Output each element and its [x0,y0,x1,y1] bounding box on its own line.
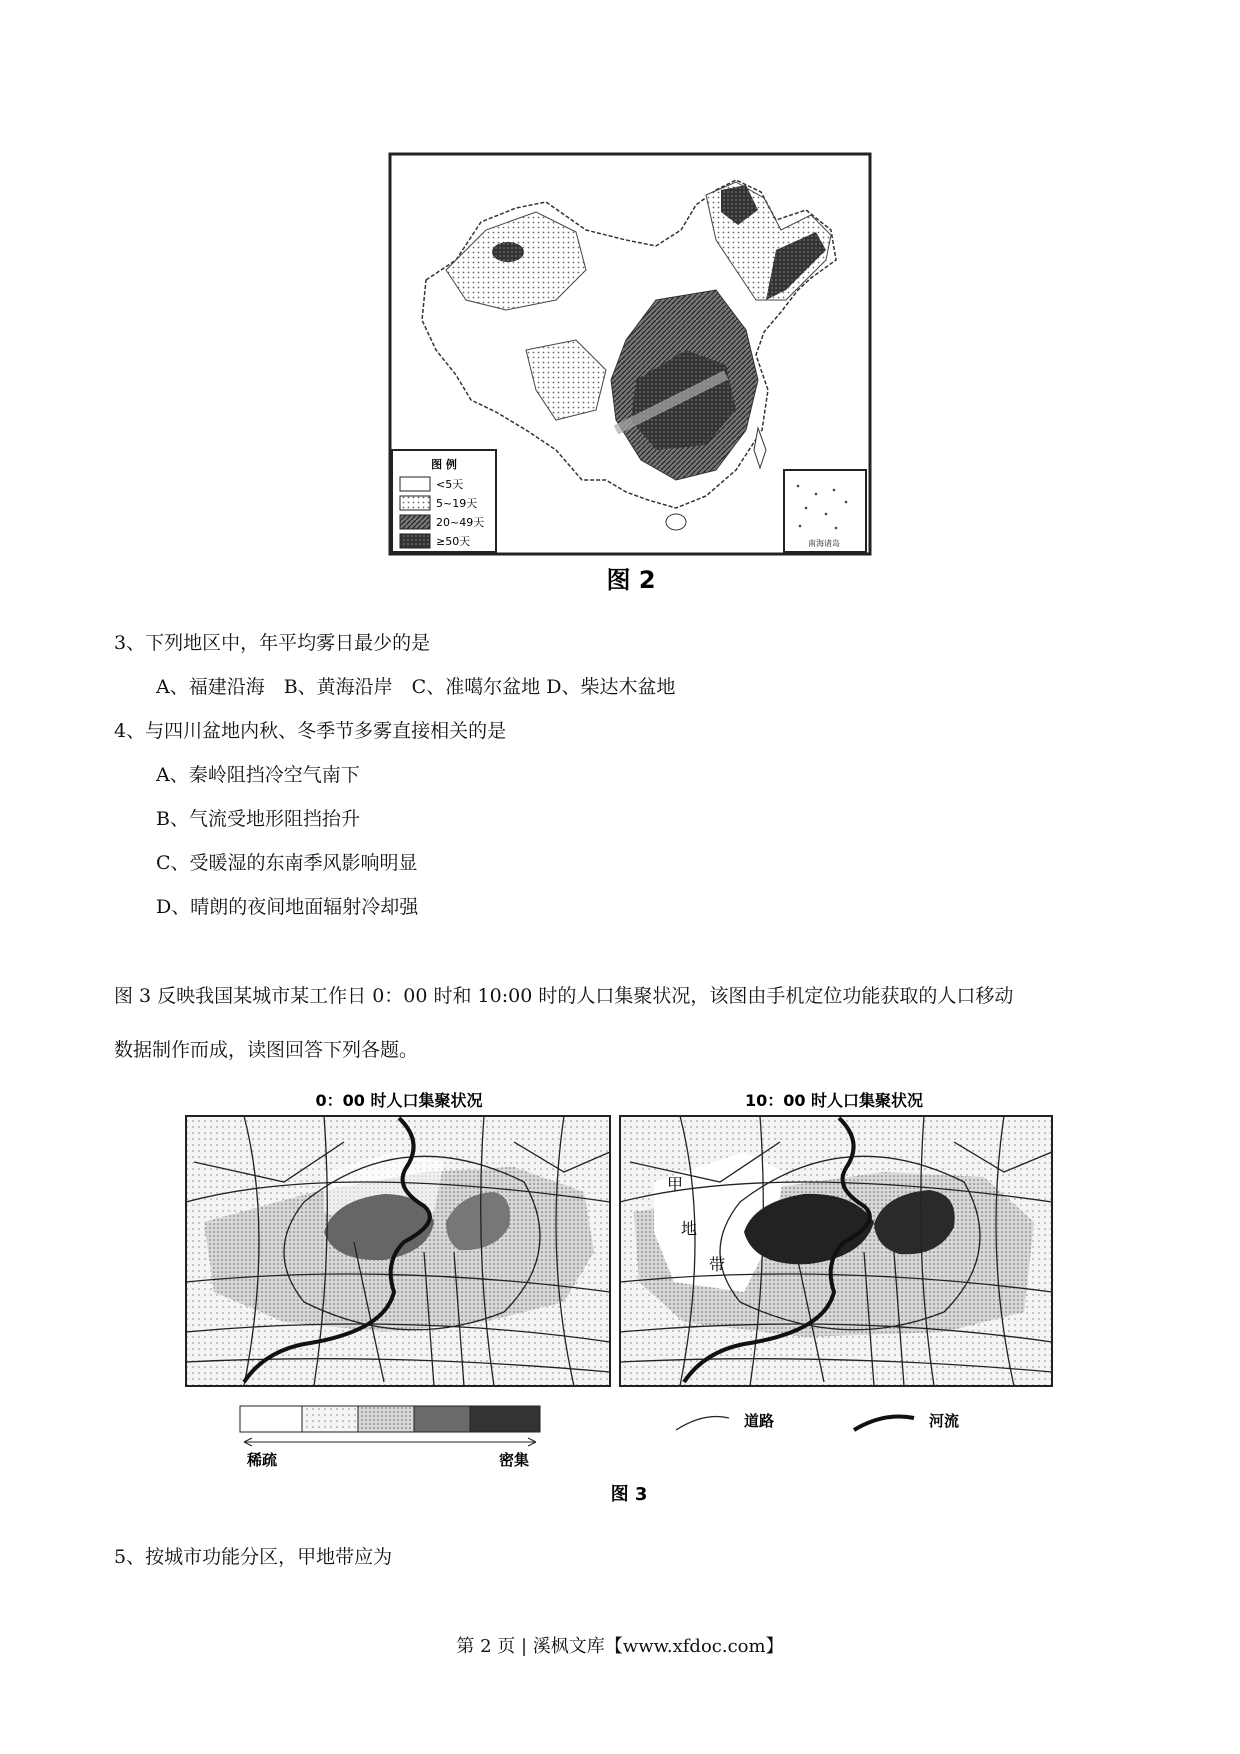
map-left-title: 0：00 时人口集聚状况 [315,1091,483,1110]
intro-line-1: 图 3 反映我国某城市某工作日 0：00 时和 10:00 时的人口集聚状况，该图由手机定位功能获取的人口移动 [114,985,1014,1007]
question-4-stem: 4、与四川盆地内秋、冬季节多雾直接相关的是 [114,720,507,742]
density-high-label: 密集 [498,1451,530,1469]
density-low-label: 稀疏 [246,1451,278,1469]
figure-2 [386,150,876,600]
map-left [186,1116,610,1386]
zone-char-dai: 带 [709,1255,726,1274]
figure-3-caption: 图 3 [610,1484,648,1505]
map-right [620,1116,1052,1386]
question-3-stem: 3、下列地区中，年平均雾日最少的是 [114,632,431,654]
inset-label: 南海诸岛 [808,539,840,548]
page-footer: 第 2 页 | 溪枫文库【www.xfdoc.com】 [456,1636,784,1657]
legend-river-label: 河流 [929,1412,960,1430]
legend-item-3: 20~49天 [436,516,485,529]
legend-item-4: ≥50天 [436,535,471,548]
question-4-option-b: B、气流受地形阻挡抬升 [156,808,360,830]
zone-char-di: 地 [681,1219,698,1238]
line-legend [676,1412,959,1430]
question-4-option-d: D、晴朗的夜间地面辐射冷却强 [156,896,419,918]
figure-3 [184,1082,1054,1512]
density-legend [240,1406,540,1469]
legend-item-2: 5~19天 [436,497,478,510]
question-4-option-c: C、受暖湿的东南季风影响明显 [156,852,418,874]
figure-2-caption: 图 2 [606,566,656,594]
legend-road-label: 道路 [744,1412,775,1430]
question-3-options: A、福建沿海 B、黄海沿岸 C、准噶尔盆地 D、柴达木盆地 [156,676,676,698]
question-5-stem: 5、按城市功能分区，甲地带应为 [114,1546,393,1568]
population-density-maps [184,1082,1054,1512]
map-right-title: 10：00 时人口集聚状况 [744,1091,924,1110]
legend-item-1: <5天 [436,478,464,491]
intro-line-2: 数据制作而成，读图回答下列各题。 [114,1039,419,1061]
legend-title: 图 例 [431,458,457,471]
zone-char-jia: 甲 [667,1175,684,1194]
question-4-option-a: A、秦岭阻挡冷空气南下 [156,764,360,786]
china-fog-map [386,150,876,600]
